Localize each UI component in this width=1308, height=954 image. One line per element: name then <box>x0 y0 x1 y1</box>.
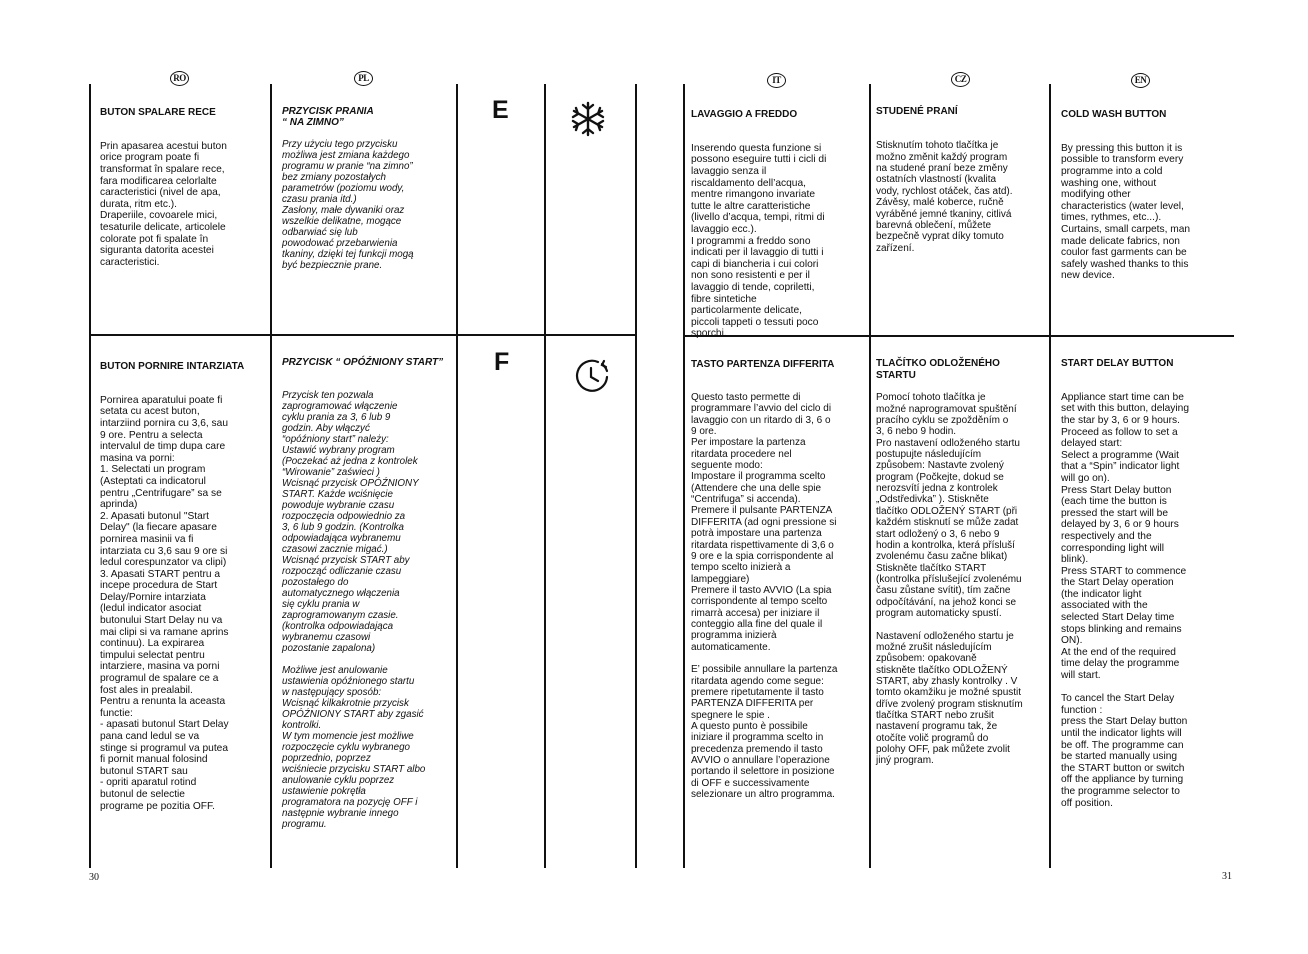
grid-line <box>683 84 685 868</box>
pl-start-delay-body: Przycisk ten pozwala zaprogramować włączenie cyklu prania za 3, 6 lub 9 godzin. Aby włączyć “opóźniony start” należy: Ustawić wybrany program (Poczekać aż jedna z kontrolek “Wirowanie” zaświeci ) Wcisnąć przycisk OPÓŹNIONY START. Każde wciśnięcie powoduje wybranie czasu rozpoczęcia odpowiednio za 3, 6 lub 9 godzin. (Kontrolka odpowiadająca wybranemu czasowi zacznie migać.) Wcisnąć przycisk START aby rozpocząć odliczanie czasu pozostałego do automatycznego włączenia się cyklu prania w zaprogramowanym czasie. (kontrolka odpowiadająca wybranemu czasowi pozostanie zapalona) Możliwe jest anulowanie ustawienia opóźnionego startu w następujący sposób: Wcisnąć kilkakrotnie przycisk OPÓŹNIONY START aby zgasić kontrolki. W tym momencie jest możliwe rozpoczęcie cyklu wybranego poprzednio, poprzez wciśniecie przycisku START albo anulowanie cyklu poprzez ustawienie pokrętła programatora na pozycję OFF i następnie wybranie innego programu. <box>282 390 426 830</box>
cz-cold-wash-text <box>876 95 1048 266</box>
pl-cold-wash-heading: PRZYCISK PRANIA “ NA ZIMNO” <box>282 106 374 128</box>
en-cold-wash-body: By pressing this button it is possible to transform every programme into a cold washing one, without modifying other characteristics (water level, times, rythmes, etc...). Curtains, small carpets, man made delicate fabrics, non coulor fast garments can be safely washed thanks to this new device. <box>1061 142 1191 282</box>
ro-cold-wash-body: Prin apasarea acestui buton orice program poate fi transformat în spalare rece, fara modificarea celorlalte caracteristici (nivel de apa, durata, ritm etc.). Draperiile, covoarele mici, tesaturile delicate, articolele colorate pot fi spalate în siguranta datorita acestei caracteristici. <box>100 140 227 268</box>
it-start-delay-body: Questo tasto permette di programmare l’avvio del ciclo di lavaggio con un ritardo di 3, 6 o 9 ore. Per impostare la partenza ritardata procedere nel seguente modo: Impostare il programma scelto (Attendere che una delle spie “Centrifuga” si accenda). Premere il pulsante PARTENZA DIFFERITA (ad ogni pressione si potrà impostare una partenza ritardata rispettivamente di 3,6 o 9 ore e la spia corrispondente al tempo scelto inizierà a lampeggiare) Premere il tasto AVVIO (La spia corrispondente al tempo scelto rimarrà accesa) per iniziare il conteggio alla fine del quale il programma inizierà automaticamente. E’ possibile annullare la partenza ritardata agendo come segue: premere ripetutamente il tasto PARTENZA DIFFERITA per spegnere le spie . A questo punto è possibile iniziare il programma scelto in precedenza premendo il tasto AVVIO o annullare l’operazione portando il selettore in posizione di OFF e successivamente selezionare un altro programma. <box>691 392 838 801</box>
en-start-delay-text <box>1061 346 1233 821</box>
lang-badge-it: IT <box>767 73 786 88</box>
ro-start-delay-body: Pornirea aparatului poate fi setata cu acest buton, intarziind pornira cu 3,6, sau 9 ore. Pentru a selecta intervalul de timp dupa care masina va porni: 1. Selectati un program (Asteptati ca indicatorul pentru „Centrifugare” sa se aprinda) 2. Apasati butonul "Start Delay" (la fiecare apasare pornirea masinii va fi intarziata cu 3,6 sau 9 ore si ledul corespunzator va clipi) 3. Apasati START pentru a incepe procedura de Start Delay/Pornire intarziata (ledul indicator asociat butonului Start Delay nu va mai clipi si va ramane aprins continuu). La expirarea timpului selectat pentru intarziere, masina va porni programul de spalare ce a fost ales in prealabil. Pentru a renunta la aceasta functie: - apasati butonul Start Delay pana cand ledul se va stinge si programul va putea fi pornit manual folosind butonul START sau - opriti aparatul rotind butonul de selectie programe pe pozitia OFF. <box>100 394 229 812</box>
lang-badge-cz: CZ <box>951 72 970 87</box>
grid-line <box>456 84 458 868</box>
ro-cold-wash-heading: BUTON SPALARE RECE <box>100 106 216 118</box>
ro-cold-wash-text <box>100 95 265 280</box>
grid-line <box>544 84 546 868</box>
it-cold-wash-heading: LAVAGGIO A FREDDO <box>691 108 798 120</box>
pl-start-delay-heading: PRZYCISK “ OPÓŹNIONY START” <box>282 357 444 368</box>
lang-badge-pl: PL <box>354 71 373 86</box>
en-cold-wash-text <box>1061 97 1233 294</box>
cz-cold-wash-body: Stisknutím tohoto tlačítka je možno změnit každý program na studené praní beze změny ostatních vlastností (kvalita vody, rychlost otáček, čas atd). Závěsy, malé koberce, ručně vyráběné jemné tkaniny, citlivá barevná oblečení, můžete bezpečně vyprat díky tomuto zařízení. <box>876 140 1013 254</box>
grid-line <box>270 84 272 868</box>
grid-line <box>1049 84 1051 868</box>
cz-start-delay-heading: TLAČÍTKO ODLOŽENÉHO STARTU <box>876 358 1000 381</box>
pl-cold-wash-body: Przy użyciu tego przycisku możliwa jest zmiana każdego programu w pranie “na zimno” bez zmiany pozostałych parametrów (poziomu wody, czasu prania itd.) Zasłony, małe dywaniki oraz wszelkie delikatne, mogące odbarwiać się lub powodować przebarwienia tkaniny, dzięki tej funkcji mogą być bezpiecznie prane. <box>282 139 414 271</box>
it-start-delay-heading: TASTO PARTENZA DIFFERITA <box>691 359 835 371</box>
en-start-delay-heading: START DELAY BUTTON <box>1061 357 1174 369</box>
it-cold-wash-body: Inserendo questa funzione si possono eseguire tutti i cicli di lavaggio senza il riscaldamento dell’acqua, mentre rimangono invariate tutte le altre caratteristiche (livello d’acqua, tempi, ritmi di lavaggio ecc.). I programmi a freddo sono indicati per il lavaggio di tutti i capi di biancheria i cui colori non sono resistenti e per il lavaggio di tende, copriletti, fibre sintetiche particolarmente delicate, piccoli tappeti o tessuti poco sporchi. <box>691 142 827 340</box>
pl-cold-wash-text <box>282 95 454 282</box>
row-letter-f: F <box>494 348 510 376</box>
grid-line <box>89 84 91 868</box>
page-number-right: 31 <box>1222 871 1232 882</box>
en-start-delay-body: Appliance start time can be set with this button, delaying the star by 3, 6 or 9 hours. Proceed as follow to set a delayed start: Select a programme (Wait that a “Spin” indicator light will go on). Press Start Delay button (each time the button is pressed the start will be delayed by 3, 6 or 9 hours respectively and the corresponding light will blink). Press START to commence the Start Delay operation (the indicator light associated with the selected Start Delay time stops blinking and remains ON). At the end of the required time delay the programme will start. To cancel the Start Delay function : press the Start Delay button until the indicator lights will be off. The programme can be started manually using the START button or switch off the appliance by turning the programme selector to off position. <box>1061 391 1189 809</box>
ro-start-delay-heading: BUTON PORNIRE INTARZIATA <box>100 360 245 372</box>
ro-start-delay-text <box>100 349 265 824</box>
lang-badge-ro: RO <box>170 71 189 86</box>
cz-cold-wash-heading: STUDENÉ PRANÍ <box>876 106 958 118</box>
cz-start-delay-text <box>876 347 1048 778</box>
snowflake-icon <box>570 101 606 142</box>
lang-badge-en: EN <box>1131 73 1150 88</box>
it-cold-wash-text <box>691 97 867 351</box>
en-cold-wash-heading: COLD WASH BUTTON <box>1061 108 1167 120</box>
it-start-delay-text <box>691 348 867 812</box>
cz-start-delay-body: Pomocí tohoto tlačítka je možné naprogramovat spuštění pracího cyklu se zpožděním o 3, 6 nebo 9 hodin. Pro nastavení odloženého startu postupujte následujícím způsobem: Nastavte zvolený program (Počkejte, dokud se nerozsvítí jedna z kontrolek „Odstředivka” ). Stiskněte tlačítko ODLOŽENÝ START (při každém stisknutí se může zadat start odložený o 3, 6 nebo 9 hodin a kontrolka, která přísluší zvolenému času začne blikat) Stiskněte tlačítko START (kontrolka příslušející zvolenému času zůstane svítit), tím začne odpočítávání, na jehož konci se program automaticky spustí. Nastavení odloženého startu je možné zrušit následujícím způsobem: opakovaně stiskněte tlačítko ODLOŽENÝ START, aby zhasly kontrolky . V tomto okamžiku je možné spustit dříve zvolený program stisknutím tlačítka START nebo zrušit nastavení programu tak, že otočíte volič programů do polohy OFF, pak můžete zvolit jiný program. <box>876 392 1023 767</box>
row-divider <box>89 334 637 336</box>
delay-clock-icon <box>574 358 612 399</box>
pl-start-delay-text <box>282 346 454 841</box>
row-letter-e: E <box>492 96 509 124</box>
grid-line <box>635 84 637 868</box>
grid-line <box>869 84 871 868</box>
page-number-left: 30 <box>89 872 99 883</box>
